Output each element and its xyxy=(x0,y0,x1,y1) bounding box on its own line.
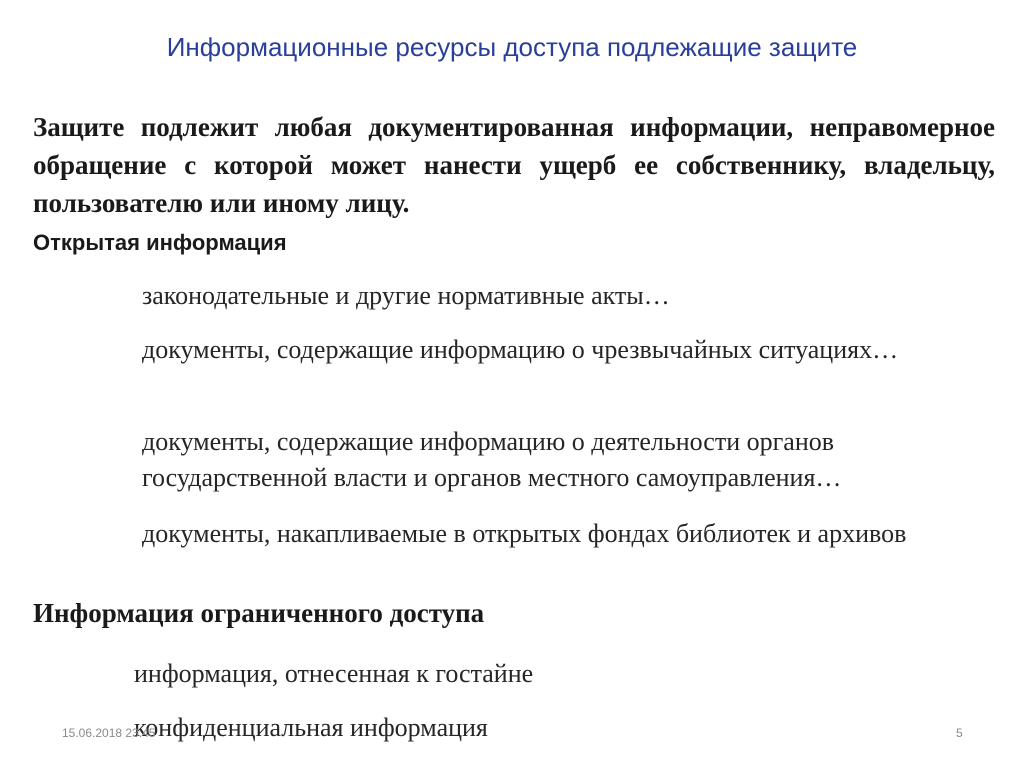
restricted-info-item-text: информация, отнесенная к гостайне xyxy=(134,659,534,688)
lead-paragraph: Защите подлежит любая документированная информации, неправомерное обращение с которой может нанести ущерб ее собственнику, владельцу, пользователю или иному лицу. xyxy=(33,112,995,218)
restricted-info-item-text: конфиденциальная информация xyxy=(134,713,488,742)
open-info-item-text: документы, содержащие информацию о чрезвычайных ситуациях… xyxy=(142,335,899,364)
footer-date: 15.06.2018 23:45 xyxy=(62,726,156,740)
open-info-item xyxy=(33,332,993,368)
restricted-info-item xyxy=(33,710,993,746)
footer-page-number: 5 xyxy=(956,726,963,740)
open-info-item xyxy=(33,278,993,314)
slide-title: Информационные ресурсы доступа подлежащие защите xyxy=(166,32,858,62)
open-info-item-text: документы, накапливаемые в открытых фондах библиотек и архивов xyxy=(142,519,907,548)
open-info-item xyxy=(33,516,993,552)
open-info-heading: Открытая информация xyxy=(33,230,287,255)
open-info-item-text: документы, содержащие информацию о деятельности органов государственной власти и органов местного самоуправления… xyxy=(142,427,842,492)
open-info-item-text: законодательные и другие нормативные акты… xyxy=(142,281,670,310)
restricted-info-item xyxy=(33,656,993,692)
open-info-item xyxy=(33,424,993,496)
restricted-info-heading: Информация ограниченного доступа xyxy=(33,598,485,628)
